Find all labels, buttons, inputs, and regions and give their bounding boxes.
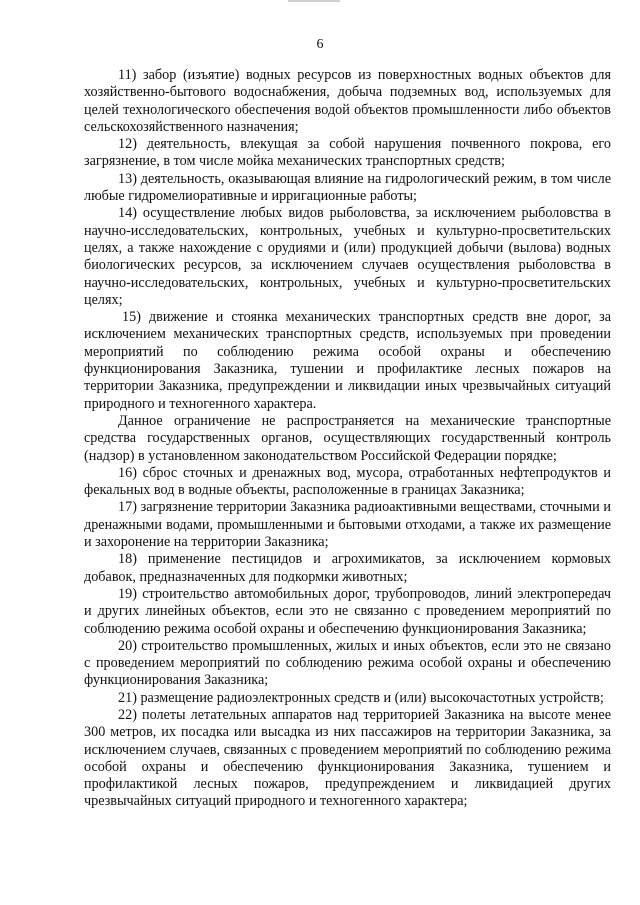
paragraph-item-11: 11) забор (изъятие) водных ресурсов из поверхностных водных объектов для хозяйственно-бытового водоснабжения, добыча подземных вод, используемых для целей технологического обеспечения водой объектов промышленности либо объектов сельскохозяйственного назначения;: [84, 67, 611, 135]
paragraph-item-17: 17) загрязнение территории Заказника радиоактивными веществами, сточными и дренажными водами, промышленными и бытовыми отходами, а также их размещение и захоронение на территории Заказника;: [84, 499, 611, 551]
paragraph-item-15-note: Данное ограничение не распространяется на механические транспортные средства государственных органов, осуществляющих государственный контроль (надзор) в установленном законодательством Российской Федерации порядке;: [84, 412, 611, 464]
paragraph-item-14: 14) осуществление любых видов рыболовства, за исключением рыболовства в научно-исследовательских, контрольных, учебных и культурно-просветительских целях, а также нахождение с орудиями и (или) продукцией добычи (вылова) водных биологических ресурсов, за исключением случаев осуществления рыболовства в научно-исследовательских, контрольных, учебных и культурно-просветительских целях;: [84, 205, 611, 308]
paragraph-item-21: 21) размещение радиоэлектронных средств и (или) высокочастотных устройств;: [118, 689, 604, 706]
paragraph-item-12: 12) деятельность, влекущая за собой нарушения почвенного покрова, его загрязнение, в том числе мойка механических транспортных средств;: [84, 136, 611, 170]
paragraph-item-19: 19) строительство автомобильных дорог, трубопроводов, линий электропередач и других линейных объектов, если это не связанно с проведением мероприятий по соблюдению режима особой охраны и обеспечению функционирования Заказника;: [84, 585, 611, 637]
paragraph-item-20: 20) строительство промышленных, жилых и иных объектов, если это не связано с проведением мероприятий по соблюдению режима особой охраны и обеспечению функционирования Заказника;: [84, 637, 611, 689]
paragraph-item-15: 15) движение и стоянка механических транспортных средств вне дорог, за исключением механических транспортных средств, используемых при проведении мероприятий по соблюдению режима особой охраны и обеспечению функционирования Заказника, тушении и профилактике лесных пожаров на территории Заказника, предупреждении и ликвидации иных чрезвычайных ситуаций природного и техногенного характера.: [84, 309, 611, 412]
scan-edge-mark: [288, 0, 340, 2]
page-number: 6: [316, 37, 324, 52]
paragraph-item-18: 18) применение пестицидов и агрохимикатов, за исключением кормовых добавок, предназначенных для подкормки животных;: [84, 551, 611, 585]
paragraph-item-22: 22) полеты летательных аппаратов над территорией Заказника на высоте менее 300 метров, их посадка или высадка из них пассажиров на территории Заказника, за исключением случаев, связанных с проведением мероприятий по соблюдению режима особой охраны и обеспечению функционирования Заказника, тушением и профилактикой лесных пожаров, предупреждением и ликвидацией других чрезвычайных ситуаций природного и техногенного характера;: [84, 706, 611, 810]
document-body: [84, 67, 611, 811]
paragraph-item-13: 13) деятельность, оказывающая влияние на гидрологический режим, в том числе любые гидромелиоративные и ирригационные работы;: [84, 170, 611, 205]
paragraph-item-16: 16) сброс сточных и дренажных вод, мусора, отработанных нефтепродуктов и фекальных вод в водные объекты, расположенные в границах Заказника;: [84, 464, 611, 499]
